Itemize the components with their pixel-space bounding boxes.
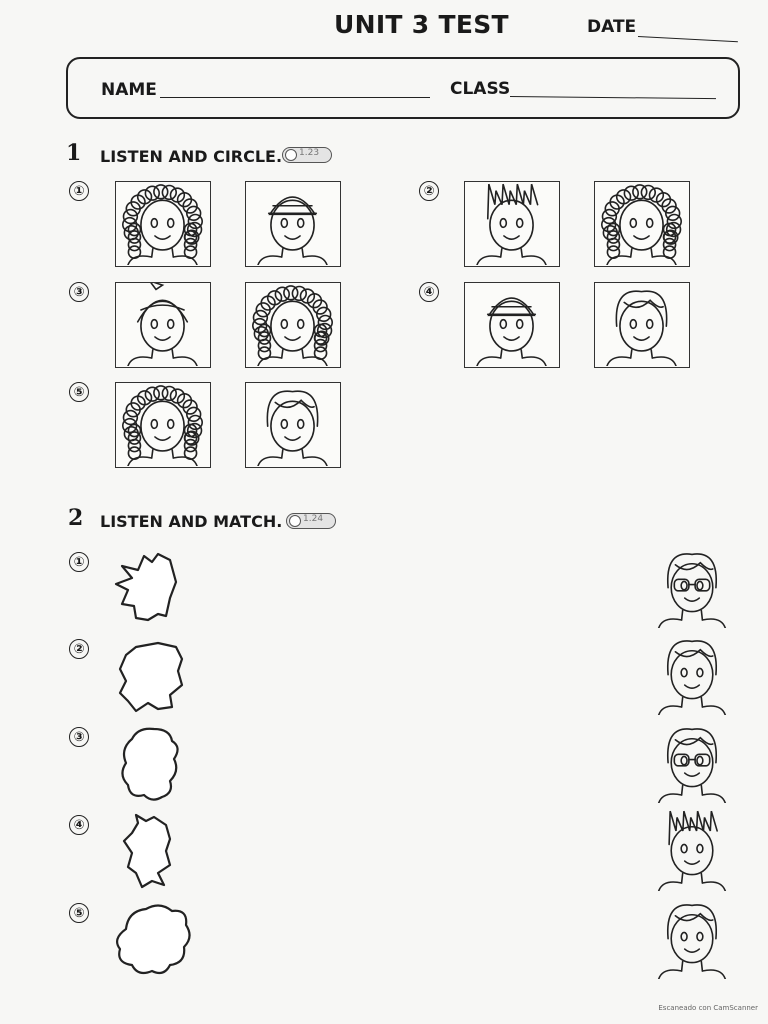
girl-face-icon[interactable] xyxy=(652,631,732,715)
cap-boy-face-icon[interactable] xyxy=(245,181,341,267)
date-line[interactable] xyxy=(638,36,738,42)
name-class-box xyxy=(66,57,740,119)
section-1-number: 1 xyxy=(66,140,82,166)
item-number: ④ xyxy=(419,282,439,302)
curly-hair-girl-face-icon[interactable] xyxy=(115,181,211,267)
name-label: NAME xyxy=(101,80,157,100)
item-number: ② xyxy=(419,181,439,201)
cd-track-icon: 1.24 xyxy=(286,513,336,529)
glasses-man-face-icon[interactable] xyxy=(652,544,732,628)
curly-hair-girl-face-icon[interactable] xyxy=(245,282,341,368)
item-number: ⑤ xyxy=(69,903,89,923)
date-label: DATE xyxy=(587,17,637,37)
item-number: ④ xyxy=(69,815,89,835)
section-1-title: LISTEN AND CIRCLE. xyxy=(100,147,283,166)
grandma-glasses-face-icon[interactable] xyxy=(652,719,732,803)
curly-hair-girl-face-icon[interactable] xyxy=(115,382,211,468)
wavy-hair-man-face-icon[interactable] xyxy=(594,282,690,368)
cap-boy-face-icon[interactable] xyxy=(464,282,560,368)
scanner-watermark: Escaneado con CamScanner xyxy=(658,1004,758,1012)
item-number: ① xyxy=(69,181,89,201)
curly-hair-girl-face-icon[interactable] xyxy=(594,181,690,267)
item-number: ③ xyxy=(69,282,89,302)
item-number: ⑤ xyxy=(69,382,89,402)
item-number: ② xyxy=(69,639,89,659)
name-line[interactable] xyxy=(160,97,430,98)
class-label: CLASS xyxy=(450,79,511,99)
short-hair-silhouette-icon[interactable] xyxy=(108,811,198,891)
item-number: ③ xyxy=(69,727,89,747)
spiky-hair-boy-face-icon[interactable] xyxy=(464,181,560,267)
section-2-title: LISTEN AND MATCH. xyxy=(100,512,283,531)
man-face-icon[interactable] xyxy=(652,895,732,979)
spiky-hair-silhouette-icon[interactable] xyxy=(108,548,198,628)
cd-track-icon: 1.23 xyxy=(282,147,332,163)
spiky-hair-boy-face-icon[interactable] xyxy=(652,807,732,891)
section-2-number: 2 xyxy=(68,505,84,531)
page-title: UNIT 3 TEST xyxy=(334,10,509,39)
bun-hair-silhouette-icon[interactable] xyxy=(108,635,198,715)
curly-hair-silhouette-icon[interactable] xyxy=(108,723,198,803)
headscarf-girl-face-icon[interactable] xyxy=(115,282,211,368)
item-number: ① xyxy=(69,552,89,572)
wavy-hair-boy-face-icon[interactable] xyxy=(245,382,341,468)
round-hair-silhouette-icon[interactable] xyxy=(108,899,198,979)
